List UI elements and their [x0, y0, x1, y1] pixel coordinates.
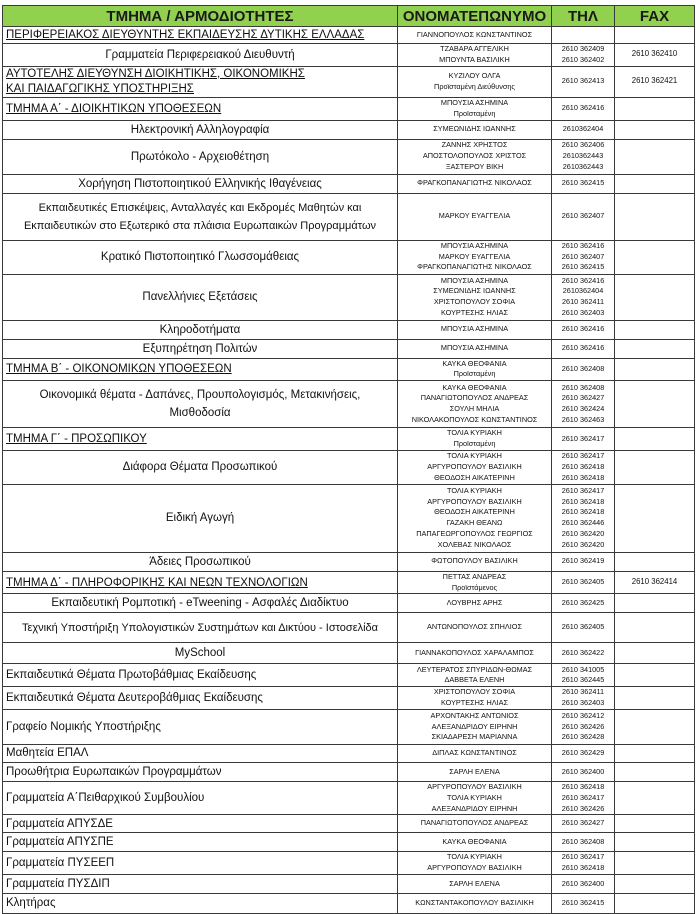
fax-cell	[615, 120, 695, 139]
tel-cell: 2610 362409 2610 362402	[552, 44, 615, 67]
names-cell: ΤΟΛΙΑ ΚΥΡΙΑΚΗ ΑΡΓΥΡΟΠΟΥΛΟΥ ΒΑΣΙΛΙΚΗ	[398, 852, 552, 875]
tel-cell: 2610 362400	[552, 874, 615, 893]
table-row	[3, 687, 695, 710]
tel-cell: 2610 362422	[552, 643, 615, 664]
duty-title: Οικονομικά θέματα - Δαπάνες, Προυπολογισμός, Μετακινήσεις, Μισθοδοσία	[3, 381, 398, 428]
tel-cell: 2610 362416 2610362404 2610 362411 2610 362403	[552, 274, 615, 320]
duty-title: Χορήγηση Πιστοποιητικού Ελληνικής Ιθαγένειας	[3, 174, 398, 193]
tel-cell: 2610 362405	[552, 613, 615, 643]
duty-title: Εκπαιδευτική Ρομποτική - eTweening - Ασφαλές Διαδίκτυο	[3, 594, 398, 613]
section-title: ΠΕΡΙΦΕΡΕΙΑΚΟΣ ΔΙΕΥΘΥΝΤΗΣ ΕΚΠΑΙΔΕΥΣΗΣ ΔΥΤΙΚΗΣ ΕΛΛΑΔΑΣ	[3, 27, 398, 44]
names-cell: ΜΠΟΥΣΙΑ ΑΣΗΜΙΝΑ Προϊσταμένη	[398, 97, 552, 120]
table-row	[3, 381, 695, 428]
fax-cell	[615, 893, 695, 913]
table-row	[3, 613, 695, 643]
table-row	[3, 44, 695, 67]
tel-cell: 2610 362413	[552, 66, 615, 97]
duty-title: Γραμματεία Περιφερειακού Διευθυντή	[3, 44, 398, 67]
fax-cell	[615, 274, 695, 320]
names-cell: ΣΑΡΛΗ ΕΛΕΝΑ	[398, 874, 552, 893]
names-cell: ΦΩΤΟΠΟΥΛΟΥ ΒΑΣΙΛΙΚΗ	[398, 552, 552, 571]
duty-title: Διάφορα Θέματα Προσωπικού	[3, 450, 398, 484]
table-row	[3, 815, 695, 833]
table-row	[3, 274, 695, 320]
names-cell: ΦΡΑΓΚΟΠΑΝΑΓΙΩΤΗΣ ΝΙΚΟΛΑΟΣ	[398, 174, 552, 193]
tel-cell: 2610 362417	[552, 428, 615, 451]
fax-cell	[615, 139, 695, 174]
table-row	[3, 428, 695, 451]
tel-cell: 2610 362416	[552, 97, 615, 120]
fax-cell: 2610 362414	[615, 571, 695, 594]
table-row	[3, 781, 695, 814]
duty-title: Προωθήτρια Ευρωπαικών Προγραμμάτων	[3, 762, 398, 781]
fax-cell	[615, 174, 695, 193]
header-tel: ΤΗΛ	[552, 6, 615, 27]
fax-cell	[615, 874, 695, 893]
tel-cell: 2610 362408 2610 362427 2610 362424 2610 362463	[552, 381, 615, 428]
duty-title: MySchool	[3, 643, 398, 664]
tel-cell: 2610 362417 2610 362418	[552, 852, 615, 875]
fax-cell	[615, 833, 695, 852]
names-cell: ΠΕΤΤΑΣ ΑΝΔΡΕΑΣ Προϊστάμενος	[398, 571, 552, 594]
names-cell: ΜΑΡΚΟΥ ΕΥΑΓΓΕΛΙΑ	[398, 193, 552, 240]
fax-cell	[615, 27, 695, 44]
duty-title: Κληροδοτήματα	[3, 320, 398, 339]
section-title: ΤΜΗΜΑ Α΄ - ΔΙΟΙΚΗΤΙΚΩΝ ΥΠΟΘΕΣΕΩΝ	[3, 97, 398, 120]
tel-cell	[552, 27, 615, 44]
tel-cell: 2610 362416	[552, 339, 615, 358]
table-row	[3, 240, 695, 274]
names-cell: ΠΑΝΑΓΙΩΤΟΠΟΥΛΟΣ ΑΝΔΡΕΑΣ	[398, 815, 552, 833]
table-row	[3, 664, 695, 687]
names-cell: ΜΠΟΥΣΙΑ ΑΣΗΜΙΝΑ	[398, 339, 552, 358]
tel-cell: 2610 362407	[552, 193, 615, 240]
names-cell: ΖΑΝΝΗΣ ΧΡΗΣΤΟΣ ΑΠΟΣΤΟΛΟΠΟΥΛΟΣ ΧΡΙΣΤΟΣ ΞΑΣΤΕΡΟΥ ΒΙΚΗ	[398, 139, 552, 174]
section-title: ΑΥΤΟΤΕΛΗΣ ΔΙΕΥΘΥΝΣΗ ΔΙΟΙΚΗΤΙΚΗΣ, ΟΙΚΟΝΟΜΙΚΗΣ ΚΑΙ ΠΑΙΔΑΓΩΓΙΚΗΣ ΥΠΟΣΤΗΡΙΞΗΣ	[3, 66, 398, 97]
names-cell: ΑΡΓΥΡΟΠΟΥΛΟΥ ΒΑΣΙΛΙΚΗ ΤΟΛΙΑ ΚΥΡΙΑΚΗ ΑΛΕΞΑΝΔΡΙΔΟΥ ΕΙΡΗΝΗ	[398, 781, 552, 814]
fax-cell	[615, 709, 695, 744]
fax-cell	[615, 687, 695, 710]
fax-cell	[615, 762, 695, 781]
fax-cell: 2610 362410	[615, 44, 695, 67]
names-cell: ΛΕΥΤΕΡΑΤΟΣ ΣΠΥΡΙΔΩΝ-ΘΩΜΑΣ ΔΑΒΒΕΤΑ ΕΛΕΝΗ	[398, 664, 552, 687]
names-cell: ΤΟΛΙΑ ΚΥΡΙΑΚΗ Προϊσταμένη	[398, 428, 552, 451]
duty-title: Εκπαιδευτικά Θέματα Πρωτοβάθμιας Εκαίδευσης	[3, 664, 398, 687]
names-cell: ΣΑΡΛΗ ΕΛΕΝΑ	[398, 762, 552, 781]
duty-title: Γραμματεία ΑΠΥΣΠΕ	[3, 833, 398, 852]
names-cell: ΚΑΥΚΑ ΘΕΟΦΑΝΙΑ ΠΑΝΑΓΙΩΤΟΠΟΥΛΟΣ ΑΝΔΡΕΑΣ ΣΟΥΛΗ ΜΗΛΙΑ ΝΙΚΟΛΑΚΟΠΟΥΛΟΣ ΚΩΝΣΤΑΝΤΙΝΟΣ	[398, 381, 552, 428]
fax-cell	[615, 552, 695, 571]
duty-title: Γραφείο Νομικής Υποστήριξης	[3, 709, 398, 744]
table-row	[3, 571, 695, 594]
table-row	[3, 762, 695, 781]
tel-cell: 2610 362415	[552, 893, 615, 913]
table-row	[3, 358, 695, 381]
names-cell: ΜΠΟΥΣΙΑ ΑΣΗΜΙΝΑ	[398, 320, 552, 339]
names-cell: ΑΡΧΟΝΤΑΚΗΣ ΑΝΤΩΝΙΟΣ ΑΛΕΞΑΝΔΡΙΔΟΥ ΕΙΡΗΝΗ ΣΚΙΑΔΑΡΕΣΗ ΜΑΡΙΑΝΝΑ	[398, 709, 552, 744]
names-cell: ΚΑΥΚΑ ΘΕΟΦΑΝΙΑ	[398, 833, 552, 852]
duty-title: Εκπαιδευτικές Επισκέψεις, Ανταλλαγές και Εκδρομές Μαθητών και Εκπαιδευτικών στο Εξωτερικό στα πλάισια Ευρωπαικών Προγραμμάτων	[3, 193, 398, 240]
table-row	[3, 552, 695, 571]
tel-cell: 2610 362412 2610 362426 2610 362428	[552, 709, 615, 744]
tel-cell: 2610 362416	[552, 320, 615, 339]
names-cell: ΚΥΖΙΛΟΥ ΟΛΓΑ Προϊσταμένη Διεύθυνσης	[398, 66, 552, 97]
names-cell: ΤΟΛΙΑ ΚΥΡΙΑΚΗ ΑΡΓΥΡΟΠΟΥΛΟΥ ΒΑΣΙΛΙΚΗ ΘΕΟΔΟΣΗ ΑΙΚΑΤΕΡΙΝΗ ΓΑΖΑΚΗ ΘΕΑΝΩ ΠΑΠΑΓΕΩΡΓΟΠΟΥΛΟΣ ΓΕΩΡΓΙΟΣ ΧΟΛΕΒΑΣ ΝΙΚΟΛΑΟΣ	[398, 484, 552, 552]
names-cell: ΤΖΑΒΑΡΑ ΑΓΓΕΛΙΚΗ ΜΠΟΥΝΤΑ ΒΑΣΙΛΙΚΗ	[398, 44, 552, 67]
names-cell: ΚΑΥΚΑ ΘΕΟΦΑΝΙΑ Προϊσταμένη	[398, 358, 552, 381]
duty-title: Άδειες Προσωπικού	[3, 552, 398, 571]
fax-cell	[615, 643, 695, 664]
tel-cell: 2610 362419	[552, 552, 615, 571]
section-title: ΤΜΗΜΑ Β΄ - ΟΙΚΟΝΟΜΙΚΩΝ ΥΠΟΘΕΣΕΩΝ	[3, 358, 398, 381]
names-cell: ΜΠΟΥΣΙΑ ΑΣΗΜΙΝΑ ΜΑΡΚΟΥ ΕΥΑΓΓΕΛΙΑ ΦΡΑΓΚΟΠΑΝΑΓΙΩΤΗΣ ΝΙΚΟΛΑΟΣ	[398, 240, 552, 274]
tel-cell: 2610 362408	[552, 358, 615, 381]
table-row	[3, 893, 695, 913]
fax-cell	[615, 815, 695, 833]
tel-cell: 2610 362429	[552, 744, 615, 762]
tel-cell: 2610 362427	[552, 815, 615, 833]
table-row	[3, 339, 695, 358]
table-row	[3, 27, 695, 44]
fax-cell	[615, 358, 695, 381]
fax-cell	[615, 320, 695, 339]
tel-cell: 2610 362416 2610 362407 2610 362415	[552, 240, 615, 274]
table-row	[3, 139, 695, 174]
duty-title: Κλητήρας	[3, 893, 398, 913]
fax-cell	[615, 381, 695, 428]
tel-cell: 2610362404	[552, 120, 615, 139]
duty-title: Πανελλήνιες Εξετάσεις	[3, 274, 398, 320]
table-row	[3, 852, 695, 875]
table-row	[3, 120, 695, 139]
names-cell: ΛΟΥΒΡΗΣ ΑΡΗΣ	[398, 594, 552, 613]
fax-cell	[615, 193, 695, 240]
tel-cell: 2610 362406 2610362443 2610362443	[552, 139, 615, 174]
names-cell: ΜΠΟΥΣΙΑ ΑΣΗΜΙΝΑ ΣΥΜΕΩΝΙΔΗΣ ΙΩΑΝΝΗΣ ΧΡΙΣΤΟΠΟΥΛΟΥ ΣΟΦΙΑ ΚΟΥΡΤΕΣΗΣ ΗΛΙΑΣ	[398, 274, 552, 320]
section-title: ΤΜΗΜΑ Γ΄ - ΠΡΟΣΩΠΙΚΟΥ	[3, 428, 398, 451]
table-row	[3, 174, 695, 193]
fax-cell	[615, 664, 695, 687]
tel-cell: 2610 362408	[552, 833, 615, 852]
duty-title: Κρατικό Πιστοποιητικό Γλωσσομάθειας	[3, 240, 398, 274]
names-cell: ΤΟΛΙΑ ΚΥΡΙΑΚΗ ΑΡΓΥΡΟΠΟΥΛΟΥ ΒΑΣΙΛΙΚΗ ΘΕΟΔΟΣΗ ΑΙΚΑΤΕΡΙΝΗ	[398, 450, 552, 484]
fax-cell: 2610 362421	[615, 66, 695, 97]
names-cell: ΧΡΙΣΤΟΠΟΥΛΟΥ ΣΟΦΙΑ ΚΟΥΡΤΕΣΗΣ ΗΛΙΑΣ	[398, 687, 552, 710]
names-cell: ΓΙΑΝΝΑΚΟΠΟΥΛΟΣ ΧΑΡΑΛΑΜΠΟΣ	[398, 643, 552, 664]
header-department: ΤΜΗΜΑ / ΑΡΜΟΔΙΟΤΗΤΕΣ	[3, 6, 398, 27]
tel-cell: 2610 341005 2610 362445	[552, 664, 615, 687]
names-cell: ΣΥΜΕΩΝΙΔΗΣ ΙΩΑΝΝΗΣ	[398, 120, 552, 139]
tel-cell: 2610 362405	[552, 571, 615, 594]
header-name: ΟΝΟΜΑΤΕΠΩΝΥΜΟ	[398, 6, 552, 27]
table-row	[3, 484, 695, 552]
table-row	[3, 450, 695, 484]
table-row	[3, 594, 695, 613]
duty-title: Γραμματεία Α΄Πειθαρχικού Συμβουλίου	[3, 781, 398, 814]
duty-title: Μαθητεία ΕΠΑΛ	[3, 744, 398, 762]
fax-cell	[615, 450, 695, 484]
tel-cell: 2610 362418 2610 362417 2610 362426	[552, 781, 615, 814]
tel-cell: 2610 362417 2610 362418 2610 362418	[552, 450, 615, 484]
fax-cell	[615, 97, 695, 120]
duty-title: Γραμματεία ΠΥΣΔΙΠ	[3, 874, 398, 893]
duty-title: Τεχνική Υποστήριξη Υπολογιστικών Συστημάτων και Δικτύου - Ιστοσελίδα	[3, 613, 398, 643]
fax-cell	[615, 484, 695, 552]
fax-cell	[615, 240, 695, 274]
duty-title: Γραμματεία ΠΥΣΕΕΠ	[3, 852, 398, 875]
table-row	[3, 97, 695, 120]
tel-cell: 2610 362417 2610 362418 2610 362418 2610 362446 2610 362420 2610 362420	[552, 484, 615, 552]
tel-cell: 2610 362425	[552, 594, 615, 613]
tel-cell: 2610 362415	[552, 174, 615, 193]
table-row	[3, 66, 695, 97]
table-row	[3, 744, 695, 762]
duty-title: Εκπαιδευτικά Θέματα Δευτεροβάθμιας Εκαίδευσης	[3, 687, 398, 710]
duty-title: Πρωτόκολο - Αρχειοθέτηση	[3, 139, 398, 174]
table-row	[3, 193, 695, 240]
table-row	[3, 833, 695, 852]
names-cell: ΑΝΤΩΝΟΠΟΥΛΟΣ ΣΠΗΛΙΟΣ	[398, 613, 552, 643]
names-cell: ΚΩΝΣΤΑΝΤΑΚΟΠΟΥΛΟΥ ΒΑΣΙΛΙΚΗ	[398, 893, 552, 913]
duty-title: Ειδική Αγωγή	[3, 484, 398, 552]
contact-directory-table	[2, 5, 695, 914]
fax-cell	[615, 339, 695, 358]
tel-cell: 2610 362400	[552, 762, 615, 781]
fax-cell	[615, 744, 695, 762]
section-title: ΤΜΗΜΑ Δ΄ - ΠΛΗΡΟΦΟΡΙΚΗΣ ΚΑΙ ΝΕΩΝ ΤΕΧΝΟΛΟΓΙΩΝ	[3, 571, 398, 594]
header-row	[3, 6, 695, 27]
table-row	[3, 320, 695, 339]
tel-cell: 2610 362411 2610 362403	[552, 687, 615, 710]
fax-cell	[615, 594, 695, 613]
duty-title: Εξυπηρέτηση Πολιτών	[3, 339, 398, 358]
names-cell: ΓΙΑΝΝΟΠΟΥΛΟΣ ΚΩΝΣΤΑΝΤΙΝΟΣ	[398, 27, 552, 44]
table-row	[3, 709, 695, 744]
fax-cell	[615, 428, 695, 451]
fax-cell	[615, 852, 695, 875]
fax-cell	[615, 781, 695, 814]
names-cell: ΔΙΠΛΑΣ ΚΩΝΣΤΑΝΤΙΝΟΣ	[398, 744, 552, 762]
fax-cell	[615, 613, 695, 643]
table-row	[3, 643, 695, 664]
table-row	[3, 874, 695, 893]
duty-title: Γραμματεία ΑΠΥΣΔΕ	[3, 815, 398, 833]
duty-title: Ηλεκτρονική Αλληλογραφία	[3, 120, 398, 139]
header-fax: FAX	[615, 6, 695, 27]
